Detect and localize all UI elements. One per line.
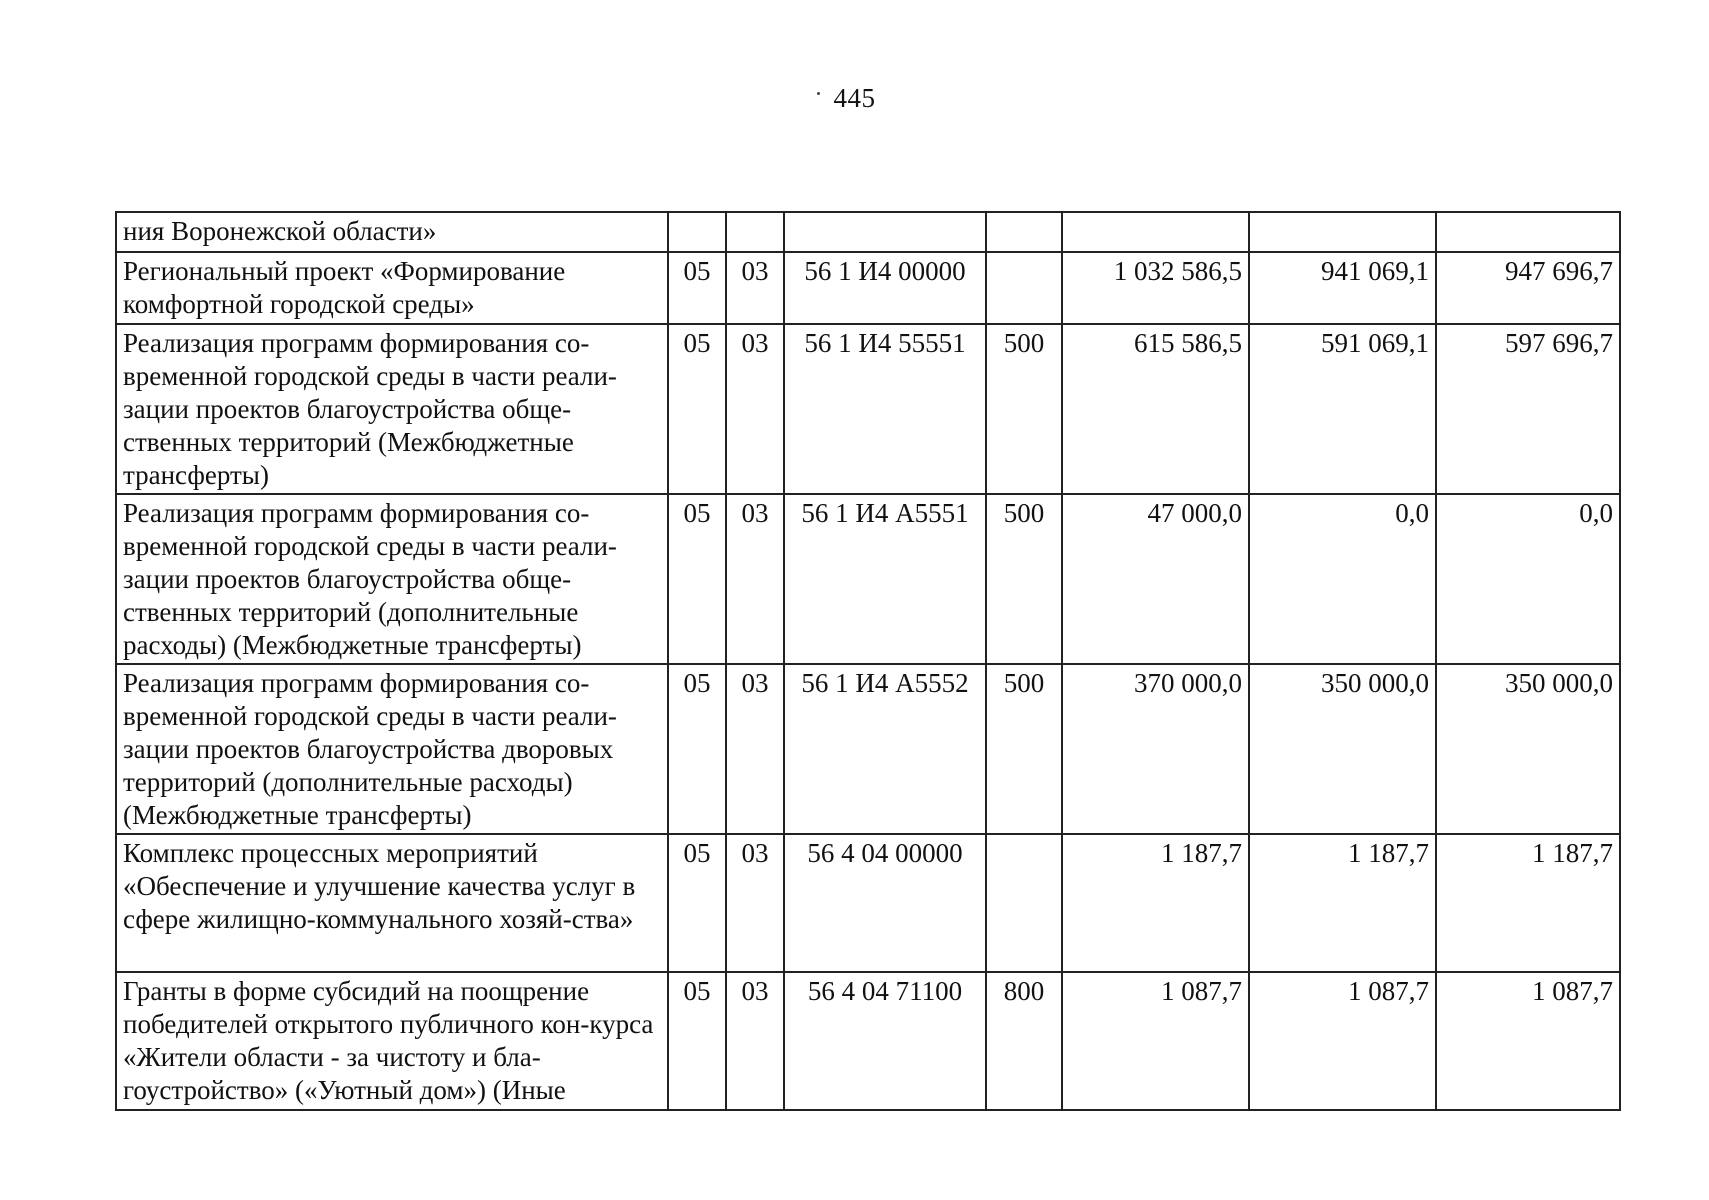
row-section-code: [668, 212, 726, 252]
row-sum-1: 1 087,7: [1062, 972, 1249, 1110]
row-sum-2: 591 069,1: [1249, 324, 1436, 494]
row-sum-2: 1 087,7: [1249, 972, 1436, 1110]
table-row: [116, 834, 1620, 972]
row-expense-type: [986, 212, 1062, 252]
row-expense-type: 500: [986, 494, 1062, 664]
row-sum-3: 1 187,7: [1436, 834, 1620, 972]
row-expense-type: [986, 834, 1062, 972]
table-row: [116, 252, 1620, 324]
row-sum-3: 597 696,7: [1436, 324, 1620, 494]
row-name: Реализация программ формирования со-временной городской среды в части реали-зации проектов благоустройства обще-ственных территорий (Межбюджетные трансферты): [116, 324, 668, 494]
row-target-article: [784, 212, 986, 252]
budget-table: [115, 211, 1621, 1111]
row-sum-1: [1062, 212, 1249, 252]
row-sum-3: [1436, 212, 1620, 252]
table-row: [116, 972, 1620, 1110]
row-sum-1: 370 000,0: [1062, 664, 1249, 834]
row-target-article: 56 1 И4 55551: [784, 324, 986, 494]
row-name: Гранты в форме субсидий на поощрение победителей открытого публичного кон-курса «Жители области - за чистоту и бла-гоустройство» («Уютный дом») (Иные: [116, 972, 668, 1110]
row-expense-type: [986, 252, 1062, 324]
row-expense-type: 800: [986, 972, 1062, 1110]
row-target-article: 56 1 И4 А5551: [784, 494, 986, 664]
row-section-code: 05: [668, 494, 726, 664]
row-section-code: 05: [668, 664, 726, 834]
row-sum-3: 0,0: [1436, 494, 1620, 664]
row-target-article: 56 1 И4 00000: [784, 252, 986, 324]
row-subsection-code: 03: [726, 972, 784, 1110]
row-section-code: 05: [668, 834, 726, 972]
row-sum-2: 0,0: [1249, 494, 1436, 664]
row-sum-3: 947 696,7: [1436, 252, 1620, 324]
row-subsection-code: 03: [726, 664, 784, 834]
row-sum-1: 615 586,5: [1062, 324, 1249, 494]
row-subsection-code: 03: [726, 494, 784, 664]
row-section-code: 05: [668, 972, 726, 1110]
row-expense-type: 500: [986, 664, 1062, 834]
page-number: 445: [833, 83, 876, 113]
row-sum-1: 1 187,7: [1062, 834, 1249, 972]
row-expense-type: 500: [986, 324, 1062, 494]
row-sum-3: 350 000,0: [1436, 664, 1620, 834]
table-row: [116, 494, 1620, 664]
row-sum-2: [1249, 212, 1436, 252]
row-sum-2: 1 187,7: [1249, 834, 1436, 972]
row-target-article: 56 1 И4 А5552: [784, 664, 986, 834]
row-name: ния Воронежской области»: [116, 212, 668, 252]
row-section-code: 05: [668, 324, 726, 494]
row-subsection-code: 03: [726, 834, 784, 972]
table-row: [116, 212, 1620, 252]
row-name: Комплекс процессных мероприятий «Обеспечение и улучшение качества услуг в сфере жилищно-коммунального хозяй-ства»: [116, 834, 668, 972]
row-name: Реализация программ формирования со-временной городской среды в части реали-зации проектов благоустройства дворовых территорий (дополнительные расходы) (Межбюджетные трансферты): [116, 664, 668, 834]
row-subsection-code: 03: [726, 252, 784, 324]
row-subsection-code: [726, 212, 784, 252]
table-row: [116, 664, 1620, 834]
scan-speck: [817, 92, 820, 95]
row-target-article: 56 4 04 00000: [784, 834, 986, 972]
row-section-code: 05: [668, 252, 726, 324]
row-target-article: 56 4 04 71100: [784, 972, 986, 1110]
row-name: Региональный проект «Формирование комфортной городской среды»: [116, 252, 668, 324]
row-sum-3: 1 087,7: [1436, 972, 1620, 1110]
row-sum-1: 47 000,0: [1062, 494, 1249, 664]
table-row: [116, 324, 1620, 494]
row-sum-2: 350 000,0: [1249, 664, 1436, 834]
row-sum-1: 1 032 586,5: [1062, 252, 1249, 324]
row-sum-2: 941 069,1: [1249, 252, 1436, 324]
row-name: Реализация программ формирования со-временной городской среды в части реали-зации проектов благоустройства обще-ственных территорий (дополнительные расходы) (Межбюджетные трансферты): [116, 494, 668, 664]
row-subsection-code: 03: [726, 324, 784, 494]
